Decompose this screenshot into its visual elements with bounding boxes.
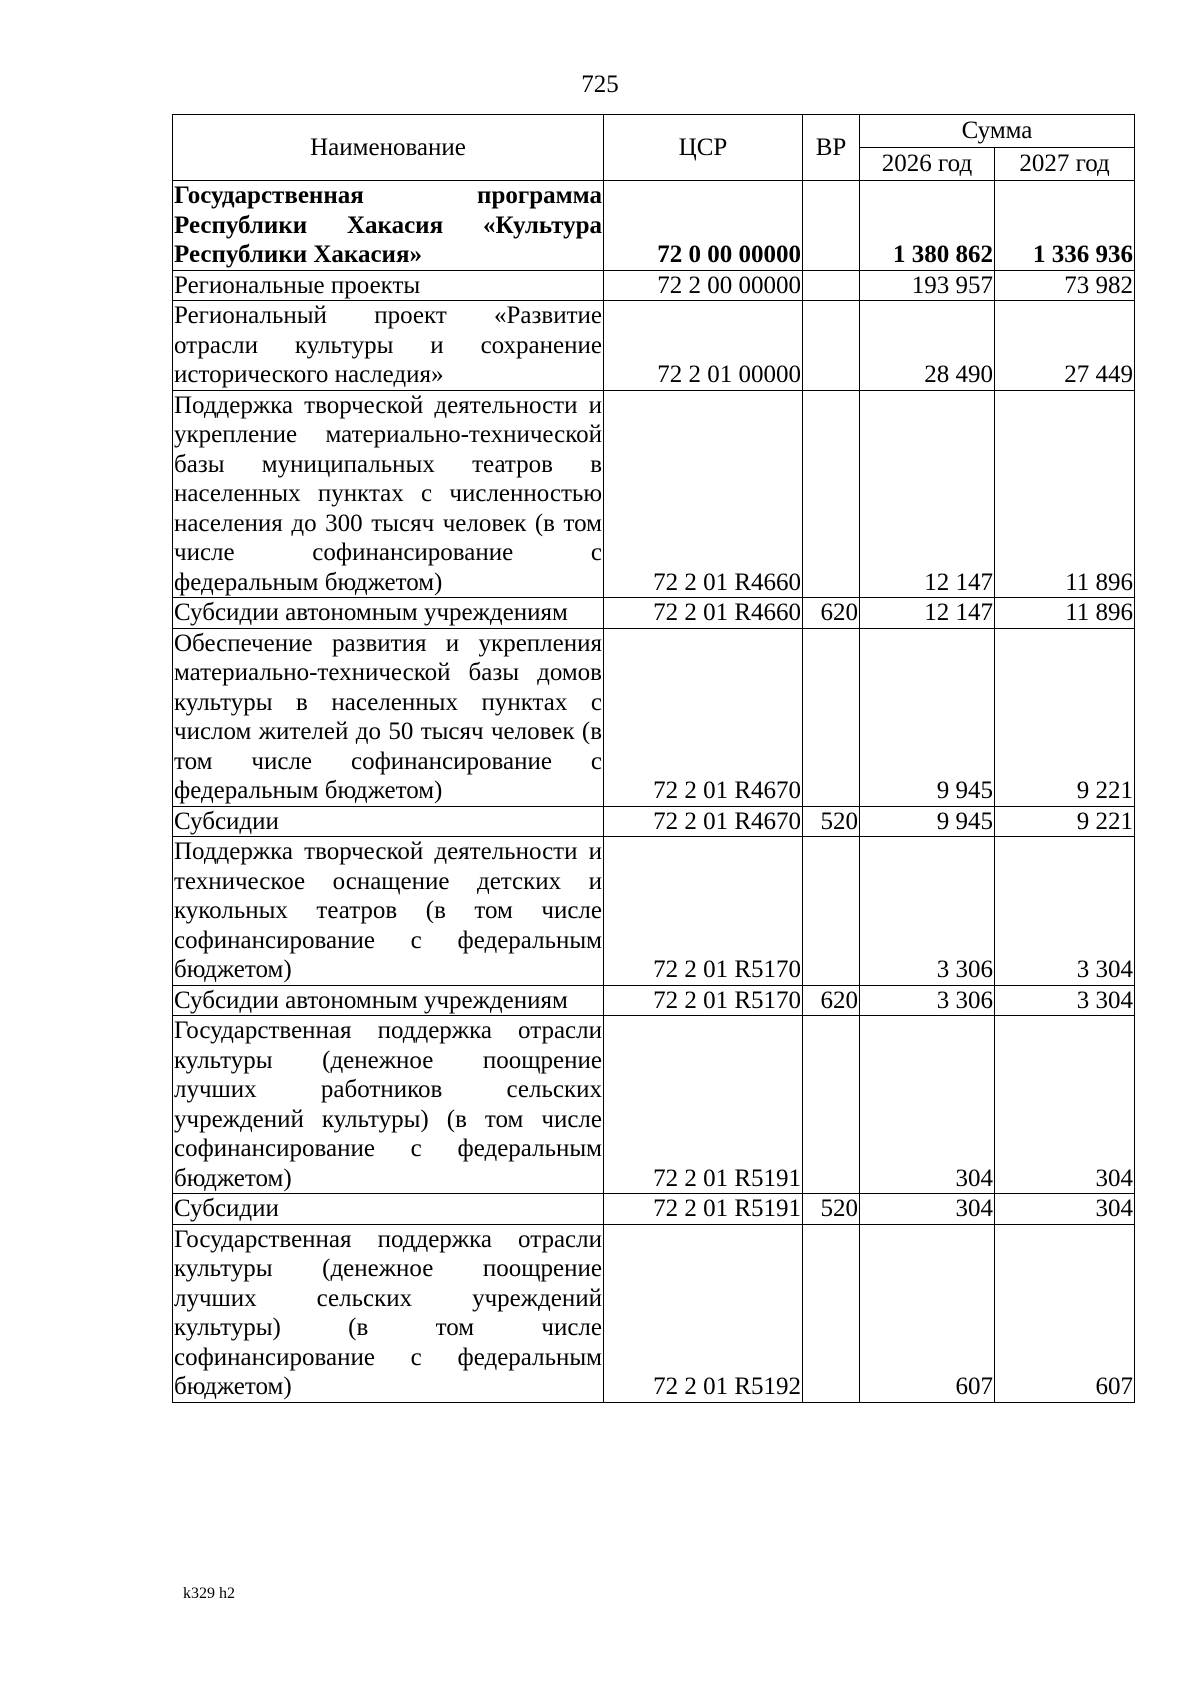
row-vr: 620 <box>803 598 860 629</box>
row-sum-2027: 1 336 936 <box>995 181 1135 271</box>
table-row <box>173 598 1135 629</box>
table-row <box>173 1016 1135 1194</box>
row-csr: 72 2 01 R4660 <box>604 390 803 598</box>
row-sum-2027: 9 221 <box>995 806 1135 837</box>
row-sum-2026: 28 490 <box>860 301 995 391</box>
row-csr: 72 2 01 R4670 <box>604 628 803 806</box>
row-csr: 72 2 01 R5170 <box>604 837 803 986</box>
row-vr: 520 <box>803 806 860 837</box>
row-sum-2027: 73 982 <box>995 270 1135 301</box>
row-csr: 72 2 01 R4670 <box>604 806 803 837</box>
row-sum-2026: 193 957 <box>860 270 995 301</box>
row-name: Субсидии <box>173 806 604 837</box>
row-csr: 72 2 01 00000 <box>604 301 803 391</box>
row-sum-2027: 9 221 <box>995 628 1135 806</box>
row-name: Обеспечение развития и укрепления материально-технической базы домов культуры в населенных пунктах с числом жителей до 50 тысяч человек (в том числе софинансирование с федеральным бюджетом) <box>174 629 602 804</box>
row-name: Поддержка творческой деятельности и техническое оснащение детских и кукольных театров (в том числе софинансирование с федеральным бюджетом) <box>174 838 602 983</box>
row-sum-2026: 9 945 <box>860 628 995 806</box>
row-csr: 72 0 00 00000 <box>604 181 803 271</box>
row-sum-2027: 3 304 <box>995 985 1135 1016</box>
row-csr: 72 2 01 R4660 <box>604 598 803 629</box>
header-sum: Сумма <box>860 115 1135 148</box>
row-csr: 72 2 01 R5191 <box>604 1194 803 1225</box>
row-sum-2026: 12 147 <box>860 390 995 598</box>
row-vr <box>803 390 860 598</box>
header-csr: ЦСР <box>604 115 803 181</box>
row-vr <box>803 628 860 806</box>
table-row <box>173 270 1135 301</box>
row-sum-2026: 3 306 <box>860 837 995 986</box>
row-name: Государственная поддержка отрасли культуры (денежное поощрение лучших сельских учреждений культуры) (в том числе софинансирование с федеральным бюджетом) <box>174 1225 602 1400</box>
table-row <box>173 181 1135 271</box>
row-sum-2026: 304 <box>860 1016 995 1194</box>
row-vr <box>803 181 860 271</box>
table-row <box>173 806 1135 837</box>
table-row <box>173 628 1135 806</box>
table-row <box>173 1194 1135 1225</box>
row-sum-2027: 11 896 <box>995 390 1135 598</box>
row-csr: 72 2 01 R5170 <box>604 985 803 1016</box>
table-row <box>173 390 1135 598</box>
table-header <box>173 115 1135 181</box>
table-row <box>173 301 1135 391</box>
table-row <box>173 985 1135 1016</box>
row-csr: 72 2 01 R5191 <box>604 1016 803 1194</box>
row-vr <box>803 301 860 391</box>
row-name: Субсидии автономным учреждениям <box>173 598 604 629</box>
budget-table <box>172 114 1135 1403</box>
row-vr <box>803 837 860 986</box>
row-sum-2027: 607 <box>995 1224 1135 1402</box>
row-name: Субсидии <box>173 1194 604 1225</box>
row-csr: 72 2 01 R5192 <box>604 1224 803 1402</box>
row-sum-2026: 12 147 <box>860 598 995 629</box>
row-vr: 620 <box>803 985 860 1016</box>
row-sum-2027: 304 <box>995 1016 1135 1194</box>
row-name: Региональные проекты <box>173 270 604 301</box>
row-name: Поддержка творческой деятельности и укрепление материально-технической базы муниципальных театров в населенных пунктах с численностью населения до 300 тысяч человек (в том числе софинансирование с федеральным бюджетом) <box>174 391 602 596</box>
row-sum-2027: 304 <box>995 1194 1135 1225</box>
footer-code: k329 h2 <box>183 1585 235 1602</box>
table-body <box>173 181 1135 1403</box>
header-name: Наименование <box>173 115 604 181</box>
row-sum-2027: 3 304 <box>995 837 1135 986</box>
row-name: Субсидии автономным учреждениям <box>173 985 604 1016</box>
row-sum-2026: 607 <box>860 1224 995 1402</box>
row-sum-2027: 27 449 <box>995 301 1135 391</box>
header-vr: ВР <box>803 115 860 181</box>
header-year-2027: 2027 год <box>995 148 1135 181</box>
row-name: Государственная программа Республики Хакасия «Культура Республики Хакасия» <box>174 182 602 268</box>
page-number: 725 <box>581 71 619 98</box>
row-sum-2027: 11 896 <box>995 598 1135 629</box>
row-vr <box>803 1016 860 1194</box>
row-name: Региональный проект «Развитие отрасли культуры и сохранение исторического наследия» <box>174 302 602 388</box>
row-name: Государственная поддержка отрасли культуры (денежное поощрение лучших работников сельских учреждений культуры) (в том числе софинансирование с федеральным бюджетом) <box>174 1017 602 1192</box>
table-row <box>173 1224 1135 1402</box>
row-vr <box>803 1224 860 1402</box>
header-year-2026: 2026 год <box>860 148 995 181</box>
row-vr <box>803 270 860 301</box>
row-sum-2026: 3 306 <box>860 985 995 1016</box>
row-sum-2026: 1 380 862 <box>860 181 995 271</box>
row-csr: 72 2 00 00000 <box>604 270 803 301</box>
row-sum-2026: 304 <box>860 1194 995 1225</box>
row-sum-2026: 9 945 <box>860 806 995 837</box>
table-row <box>173 837 1135 986</box>
row-vr: 520 <box>803 1194 860 1225</box>
